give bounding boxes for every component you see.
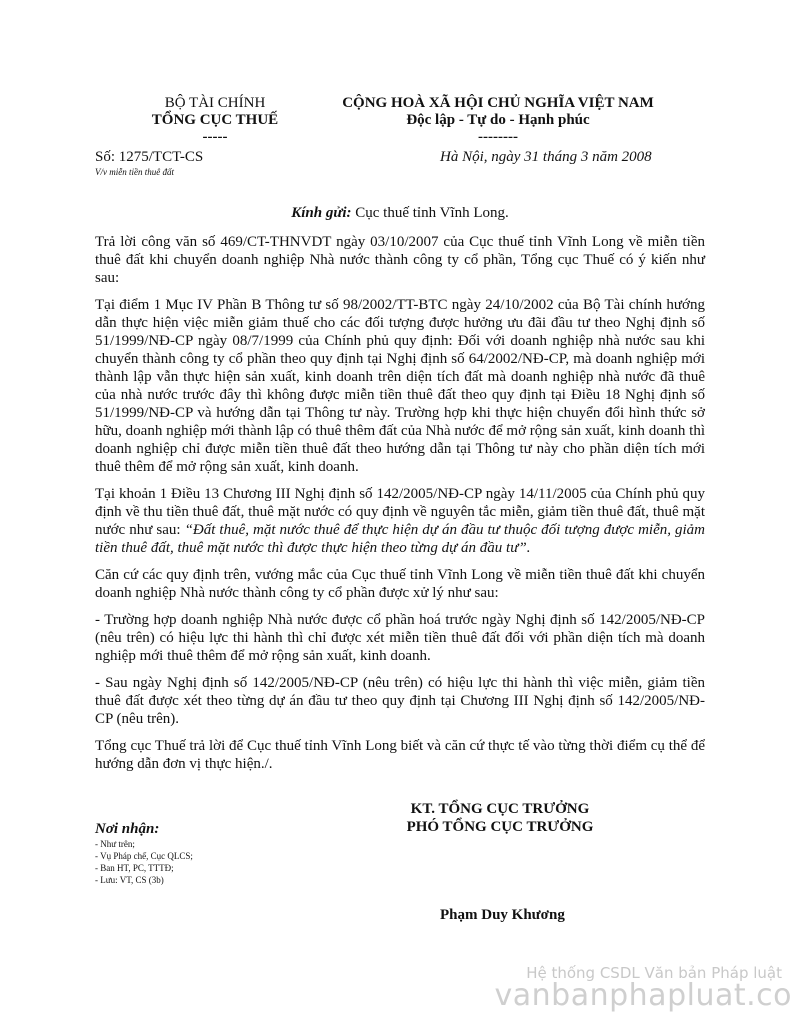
nation-header <box>318 95 678 146</box>
header-left-separator: ----- <box>202 129 228 145</box>
ministry-name: BỘ TÀI CHÍNH <box>164 95 266 111</box>
receiver-item: - Như trên; <box>95 839 135 849</box>
recipient-label: Kính gửi: <box>291 205 352 221</box>
watermark-line-2: vanbanphapluat.co <box>494 978 792 1013</box>
recipient-name: Cục thuế tỉnh Vĩnh Long. <box>355 205 509 221</box>
receiver-item: - Lưu: VT, CS (3b) <box>95 875 164 885</box>
receivers-title: Nơi nhận: <box>95 821 160 837</box>
receiver-item: - Vụ Pháp chế, Cục QLCS; <box>95 851 193 861</box>
department-name: TỔNG CỤC THUẾ <box>151 112 279 128</box>
signature-title-1: KT. TỔNG CỤC TRƯỞNG <box>410 801 590 817</box>
paragraph-3-quote: “Đất thuê, mặt nước thuê để thực hiện dự án đầu tư thuộc đối tượng được miễn, giảm tiền thuê đất, thuê mặt nước thì được thực hiện theo từng dự án đầu tư”. <box>95 522 705 556</box>
issuer-header <box>130 95 300 146</box>
body-paragraph-4: Căn cứ các quy định trên, vướng mắc của Cục thuế tỉnh Vĩnh Long về miễn tiền thuê đất khi chuyển doanh nghiệp Nhà nước thành công ty cổ phần được xử lý như sau: <box>95 567 705 601</box>
document-date: Hà Nội, ngày 31 tháng 3 năm 2008 <box>440 149 652 165</box>
paragraph-3-text: Tại khoản 1 Điều 13 Chương III Nghị định số 142/2005/NĐ-CP ngày 14/11/2005 của Chính phủ quy định về thu tiền thuê đất, thuê mặt nước có quy định về nguyên tắc miễn, giảm tiền thuê đất, thuê mặt nước như sau: <box>95 486 705 538</box>
nation-name: CỘNG HOÀ XÃ HỘI CHỦ NGHĨA VIỆT NAM <box>342 95 654 111</box>
body-paragraph-1: Trả lời công văn số 469/CT-THNVDT ngày 03/10/2007 của Cục thuế tỉnh Vĩnh Long về miễn tiền thuê đất khi chuyển doanh nghiệp Nhà nước thành công ty cổ phần, Tổng cục Thuế có ý kiến như sau: <box>95 234 705 286</box>
document-subject: V/v miễn tiền thuê đất <box>95 167 174 177</box>
body-paragraph-7: Tổng cục Thuế trả lời để Cục thuế tỉnh Vĩnh Long biết và căn cứ thực tế vào từng thời điểm cụ thể để hướng dẫn đơn vị thực hiện./. <box>95 738 705 772</box>
receiver-item: - Ban HT, PC, TTTĐ; <box>95 863 174 873</box>
body-paragraph-3 <box>95 485 705 557</box>
document-number: Số: 1275/TCT-CS <box>95 149 204 165</box>
signature-title-2: PHÓ TỔNG CỤC TRƯỞNG <box>406 819 594 835</box>
header-right-separator: -------- <box>478 129 518 145</box>
body-paragraph-2: Tại điểm 1 Mục IV Phần B Thông tư số 98/2002/TT-BTC ngày 24/10/2002 của Bộ Tài chính hướng dẫn thực hiện việc miễn giảm thuế cho các đối tượng được hưởng ưu đãi đầu tư theo Nghị định số 51/1999/NĐ-CP ngày 08/7/1999 của Chính phủ quy định: Đối với doanh nghiệp nhà nước sau khi chuyển thành công ty cổ phần theo quy định tại Nghị định số 64/2002/NĐ-CP, mà doanh nghiệp mới thành lập vẫn thực hiện sản xuất, kinh doanh trên diện tích đất mà doanh nghiệp nhà nước đã thuê của nhà nước trước đây thì không được miễn tiền thuê đất theo quy định tại Điều 18 Nghị định số 51/1999/NĐ-CP và hướng dẫn tại Thông tư này. Trường hợp khi thực hiện chuyển đổi hình thức sở hữu, doanh nghiệp mới thành lập có thuê thêm đất của Nhà nước để mở rộng sản xuất, kinh doanh thì doanh nghiệp chỉ được miễn tiền thuê đất theo hướng dẫn tại Thông tư này cho phần diện tích mới thuê thêm để mở rộng sản xuất, kinh doanh. <box>95 297 705 475</box>
signer-name: Phạm Duy Khương <box>440 907 565 923</box>
nation-motto: Độc lập - Tự do - Hạnh phúc <box>406 112 590 128</box>
body-paragraph-6: - Sau ngày Nghị định số 142/2005/NĐ-CP (nêu trên) có hiệu lực thi hành thì việc miễn, giảm tiền thuê đất được xét theo từng dự án đầu tư theo quy định tại Chương III Nghị định số 142/2005/NĐ-CP (nêu trên). <box>95 675 705 727</box>
signature-block <box>380 800 620 836</box>
document-body <box>95 233 705 782</box>
recipient-line <box>0 205 800 222</box>
body-paragraph-5: - Trường hợp doanh nghiệp Nhà nước được cổ phần hoá trước ngày Nghị định số 142/2005/NĐ-CP (nêu trên) có hiệu lực thi hành thì chỉ được xét miễn tiền thuê đất đối với phần diện tích mà doanh nghiệp mới thuê thêm để mở rộng sản xuất, kinh doanh. <box>95 612 705 664</box>
receivers-list <box>95 838 193 886</box>
watermark-line-1: Hệ thống CSDL Văn bản Pháp luật <box>526 964 782 982</box>
